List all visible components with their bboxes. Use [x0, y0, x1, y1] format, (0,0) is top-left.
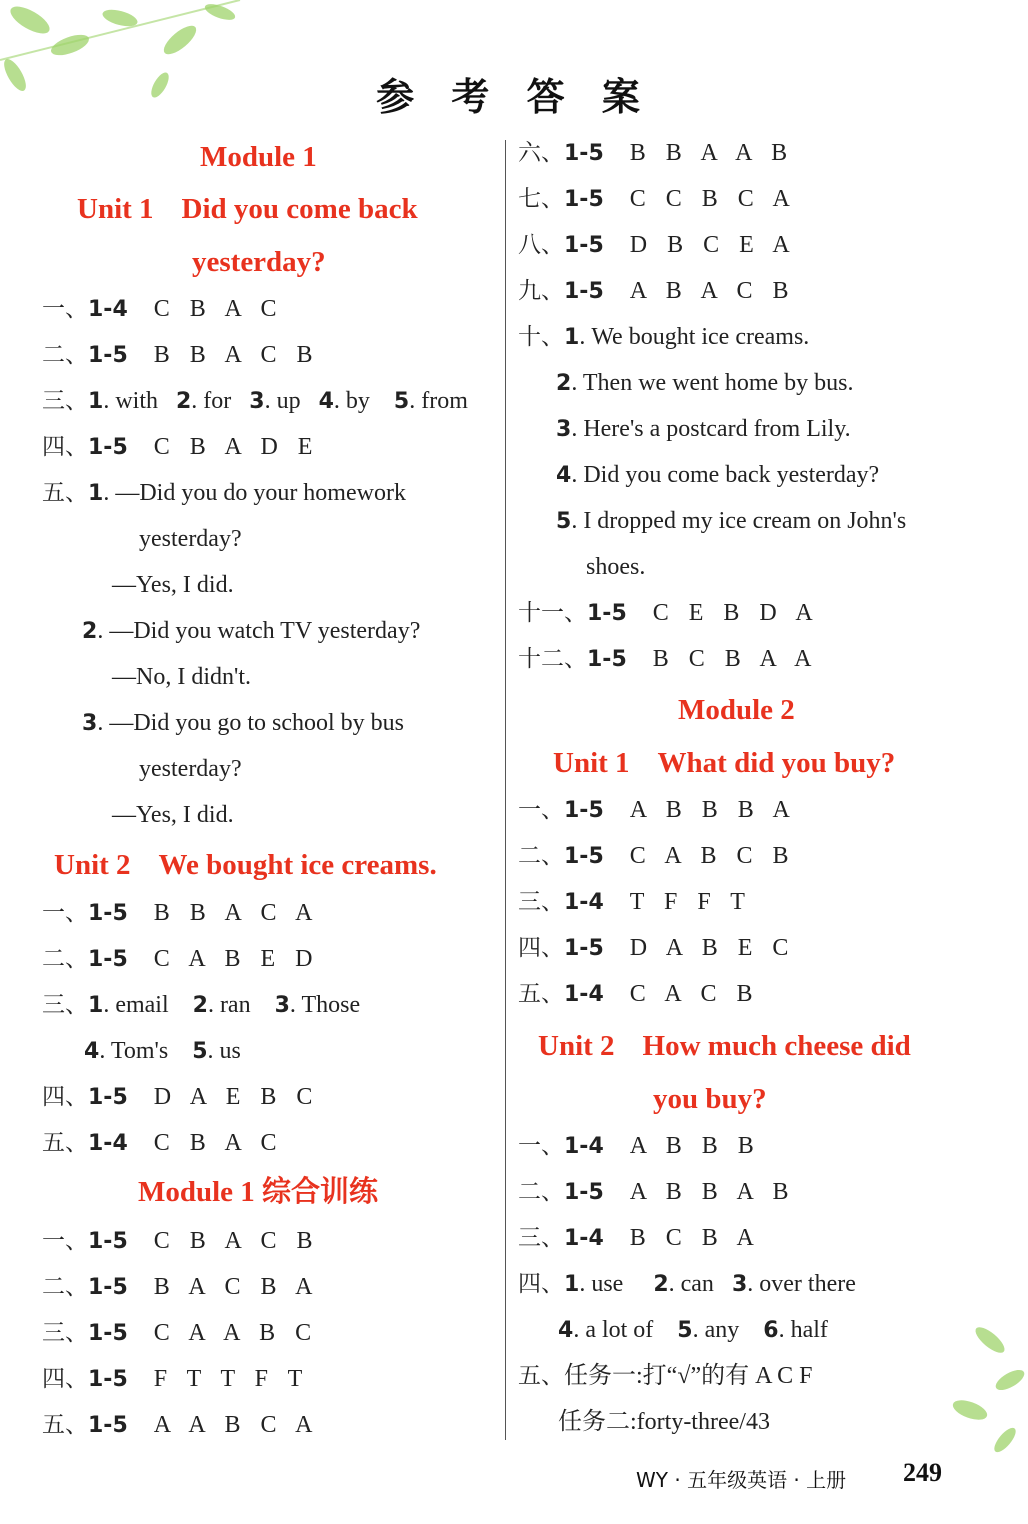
- answer-line: 2. Then we went home by bus.: [556, 370, 854, 396]
- unit2-title: We bought ice creams.: [158, 849, 437, 881]
- answer-row: 五、1-5 A A B C A: [42, 1412, 320, 1438]
- answer-row: 三、1-5 C A A B C: [42, 1320, 319, 1346]
- answer-row: 一、1-5 B B A C A: [42, 900, 320, 926]
- answer-row: 六、1-5 B B A A B: [518, 140, 795, 166]
- answer-row: 三、1. email 2. ran 3. Those: [42, 992, 361, 1018]
- answer-line: yesterday?: [139, 756, 242, 782]
- module2-heading: Module 2: [678, 694, 795, 726]
- answer-row: 二、1-5 A B B A B: [518, 1179, 796, 1205]
- answer-line: yesterday?: [139, 526, 242, 552]
- unit1-title-line1: Did you come back: [181, 193, 418, 225]
- answer-row: 十一、1-5 C E B D A: [518, 600, 820, 626]
- m2-unit2-label: Unit 2: [538, 1030, 615, 1062]
- answer-row: 二、1-5 C A B E D: [42, 946, 320, 972]
- unit1-label: Unit 1: [77, 193, 154, 225]
- module1-review-heading: Module 1 综合训练: [138, 1176, 379, 1208]
- m2-unit2-heading: [538, 1029, 911, 1063]
- answer-row: 五、1. —Did you do your homework: [42, 480, 406, 506]
- answer-row: 四、1-5 D A E B C: [42, 1084, 320, 1110]
- answer-row: 五、1-4 C A C B: [518, 981, 760, 1007]
- leaf-decoration-bottom-right: [930, 1320, 1028, 1470]
- m2-unit2-title-line2: you buy?: [653, 1083, 767, 1115]
- answer-line: 5. I dropped my ice cream on John's: [556, 508, 907, 534]
- page-number: 249: [903, 1458, 942, 1487]
- footer-text: WY · 五年级英语 · 上册: [636, 1468, 847, 1492]
- answer-row: 四、1-5 C B A D E: [42, 434, 320, 460]
- answer-row: 三、1-4 B C B A: [518, 1225, 761, 1251]
- answer-row: 四、1-5 D A B E C: [518, 935, 796, 961]
- answer-row: 一、1-5 C B A C B: [42, 1228, 320, 1254]
- m2-unit1-title: What did you buy?: [657, 747, 896, 779]
- unit1-heading: [77, 192, 418, 226]
- task1: 任务一:打“√”的有 A C F: [564, 1363, 813, 1389]
- answer-row: 二、1-5 B B A C B: [42, 342, 320, 368]
- answer-row: 四、1-5 F T T F T: [42, 1366, 310, 1392]
- unit2-heading: [54, 848, 437, 882]
- answer-row: 一、1-4 C B A C: [42, 296, 284, 322]
- answer-line: 3. —Did you go to school by bus: [82, 710, 404, 736]
- answer-row: 三、1. with 2. for 3. up 4. by 5. from: [42, 388, 468, 414]
- answer-row: 九、1-5 A B A C B: [518, 278, 796, 304]
- module1-heading: Module 1: [200, 141, 317, 173]
- answer-row: 十、1. We bought ice creams.: [518, 324, 810, 350]
- answer-row: 三、1-4 T F F T: [518, 889, 752, 915]
- answer-row: 一、1-5 A B B B A: [518, 797, 797, 823]
- answer-line: 4. Did you come back yesterday?: [556, 462, 880, 488]
- answer-line: —No, I didn't.: [112, 664, 251, 690]
- answer-line: 4. Tom's 5. us: [84, 1038, 241, 1064]
- answer-line: 4. a lot of 5. any 6. half: [558, 1317, 828, 1343]
- answer-row: 一、1-4 A B B B: [518, 1133, 761, 1159]
- answer-row: 八、1-5 D B C E A: [518, 232, 797, 258]
- answer-row: 五、1-4 C B A C: [42, 1130, 284, 1156]
- m2-unit1-label: Unit 1: [553, 747, 630, 779]
- answer-row: 二、1-5 C A B C B: [518, 843, 796, 869]
- answer-row: 五、任务一:打“√”的有 A C F: [518, 1363, 813, 1389]
- answer-line: —Yes, I did.: [112, 572, 234, 598]
- answer-line: shoes.: [586, 554, 646, 580]
- answer-row: 二、1-5 B A C B A: [42, 1274, 320, 1300]
- answer-line: 3. Here's a postcard from Lily.: [556, 416, 851, 442]
- answer-row: 四、1. use 2. can 3. over there: [518, 1271, 856, 1297]
- column-divider: [505, 140, 506, 1440]
- task2: 任务二:forty-three/43: [558, 1409, 770, 1435]
- answer-row: 十二、1-5 B C B A A: [518, 646, 819, 672]
- m2-unit2-title-line1: How much cheese did: [642, 1030, 911, 1062]
- m2-unit1-heading: [553, 746, 895, 780]
- answer-line: —Yes, I did.: [112, 802, 234, 828]
- answer-row: 七、1-5 C C B C A: [518, 186, 797, 212]
- answer-line: 2. —Did you watch TV yesterday?: [82, 618, 421, 644]
- unit1-title-line2: yesterday?: [192, 246, 326, 278]
- unit2-label: Unit 2: [54, 849, 131, 881]
- page-title: 参 考 答 案: [376, 75, 652, 119]
